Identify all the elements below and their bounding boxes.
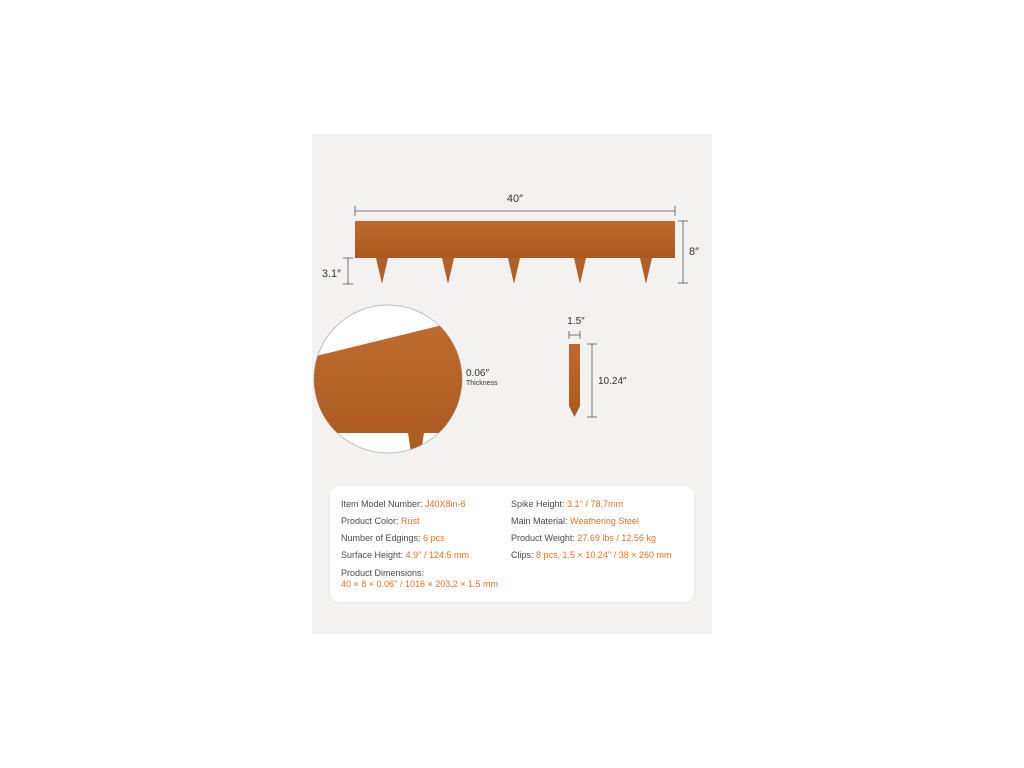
spec-product-color: Product Color: Rust [341, 516, 420, 526]
spec-clips: Clips: 8 pcs, 1.5 × 10.24'' / 38 × 260 mm [511, 550, 672, 560]
spike [376, 258, 388, 284]
spec-spike-height: Spike Height: 3.1'' / 78.7mm [511, 499, 624, 509]
height-label: 8″ [689, 246, 700, 258]
spike [508, 258, 520, 284]
clip-diagram [567, 316, 627, 417]
spike [640, 258, 652, 284]
spec-product-weight: Product Weight: 27.69 lbs / 12.56 kg [511, 533, 656, 543]
spec-main-material: Main Material: Weathering Steel [511, 516, 639, 526]
spike [574, 258, 586, 284]
thickness-zoom-detail [312, 305, 498, 459]
spec-item-model: Item Model Number: J40X8in-6 [341, 499, 466, 509]
clip-height-label: 10.24″ [598, 376, 627, 387]
length-dimension [355, 193, 675, 216]
spec-product-dimensions: Product Dimensions: 40 × 8 × 0.06'' / 1016 × 203.2 × 1.5 mm [341, 568, 499, 589]
spike-height-dimension [322, 258, 353, 284]
clip-width-label: 1.5″ [567, 316, 585, 327]
thickness-caption: Thickness [466, 380, 498, 387]
spike [442, 258, 454, 284]
spike-height-label: 3.1″ [321, 268, 341, 280]
edging-panel [355, 221, 675, 284]
thickness-value: 0.06″ [466, 368, 490, 379]
length-label: 40″ [506, 193, 524, 205]
clip-shape [569, 344, 580, 417]
product-spec-card [312, 134, 712, 634]
spec-number-of-edgings: Number of Edgings: 6 pcs [341, 533, 445, 543]
edging-plate [355, 221, 675, 258]
spec-surface-height: Surface Height: 4.9'' / 124.5 mm [341, 550, 470, 560]
spec-panel [330, 486, 694, 602]
height-dimension [678, 221, 699, 283]
